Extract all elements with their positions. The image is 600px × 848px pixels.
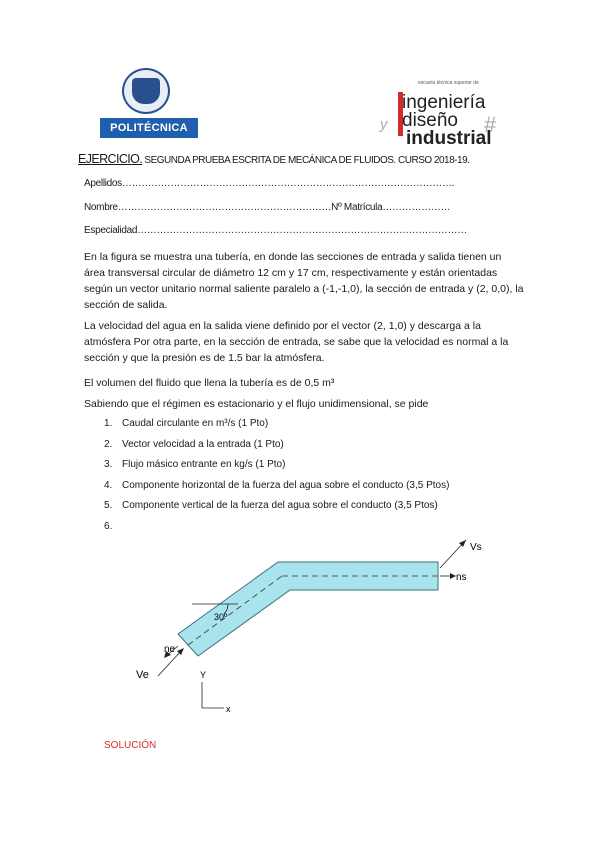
exercise-label: EJERCICIO.: [78, 152, 143, 166]
y-label: Y: [200, 670, 207, 680]
statement-paragraph-2: La velocidad del agua en la salida viene definido por el vector (2, 1,0) y descarga a la atmósfera Por otra parte, en la sección de entrada, se sabe que la velocidad es normal a la sección y que la presión es de 1.5 bar la atmósfera.: [84, 320, 509, 364]
angle-label: 30º: [214, 612, 228, 622]
ve-label: Ve: [136, 669, 149, 681]
x-label: x: [226, 704, 231, 714]
upm-logo: [100, 68, 200, 140]
question-item: 5. Componente vertical de la fuerza del agua sobre el conducto (3,5 Ptos): [104, 500, 438, 511]
question-item: 2. Vector velocidad a la entrada (1 Pto): [104, 439, 284, 450]
question-item: 6.: [104, 521, 113, 532]
upm-wordmark: POLITÉCNICA: [100, 118, 198, 138]
especialidad-field: Especialidad…………………………………………………………………………………………: [84, 225, 467, 236]
etsidi-line3: industrial: [406, 128, 492, 149]
etsidi-logo: [380, 74, 510, 149]
solution-heading: SOLUCIÓN: [104, 740, 157, 751]
etsidi-y: y: [380, 116, 388, 133]
question-item: 3. Flujo másico entrante en kg/s (1 Pto): [104, 459, 286, 470]
etsidi-line2: diseño: [402, 110, 458, 131]
question-item: 1. Caudal circulante en m³/s (1 Pto): [104, 418, 269, 429]
vs-label: Vs: [470, 542, 482, 553]
statement-paragraph-1: En la figura se muestra una tubería, en donde las secciones de entrada y salida tienen un área transversal circular de diámetro 12 cm y 17 cm, respectivamente y están orientadas según un vector unitario normal saliente paralelo a (-1,-1,0), la sección de entrada y (2, 0,0), la sección de salida.: [84, 251, 524, 311]
etsidi-hatch-icon: #: [484, 112, 497, 137]
apellidos-field: Apellidos………………………………………………………………………………………….: [84, 178, 455, 189]
etsidi-line1: ingeniería: [402, 92, 486, 113]
nombre-field: Nombre…………………………………………………………Nº Matrícula…………………: [84, 202, 451, 213]
exercise-title: [78, 152, 548, 166]
ne-label: ne: [164, 644, 176, 655]
question-item: 4. Componente horizontal de la fuerza del agua sobre el conducto (3,5 Ptos): [104, 480, 450, 491]
pipe-figure: [120, 530, 500, 720]
exercise-subtitle: SEGUNDA PRUEBA ESCRITA DE MECÁNICA DE FLUIDOS. CURSO 2018-19.: [142, 155, 470, 166]
statement-paragraph-3: El volumen del fluido que llena la tubería es de 0,5 m³: [84, 377, 335, 389]
etsidi-small-text: escuela técnica superior de: [418, 80, 479, 86]
ns-label: ns: [456, 572, 467, 583]
statement-paragraph-4: Sabiendo que el régimen es estacionario y el flujo unidimensional, se pide: [84, 398, 429, 410]
upm-crest-icon: [122, 68, 170, 114]
